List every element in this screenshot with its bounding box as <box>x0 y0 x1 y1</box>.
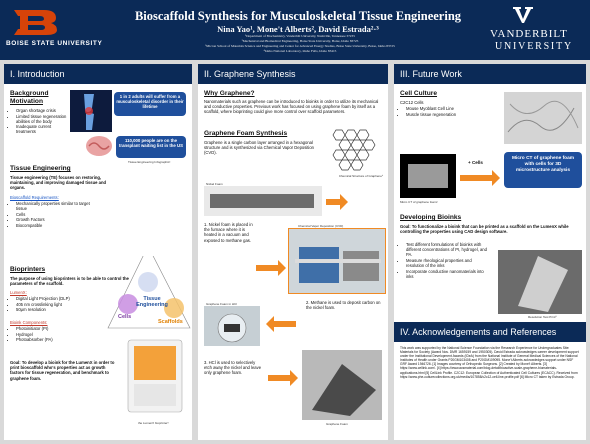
process-arrow-icon <box>326 194 348 210</box>
knee-xray-image <box>70 90 112 132</box>
process-arrow-icon <box>256 260 286 276</box>
step-1-text: 1. Nickel foam is placed in the furnace where it is heated in a vacuum and exposed to methane gas. <box>204 222 253 243</box>
graphene-in-hcl-image <box>204 306 260 346</box>
image-caption: Micro CT of graphene foam² <box>400 200 438 204</box>
cvd-furnace-image <box>289 229 385 293</box>
background-bullets: • Organ shortage crisis • Limited tissue regeneration abilities of the body • Inadequate current treatments <box>10 108 68 135</box>
developing-bioinks-title: Developing Bioinks <box>400 214 462 221</box>
vanderbilt-wordmark-sub: UNIVERSITY <box>495 41 573 52</box>
poster-title: Bioscaffold Synthesis for Musculoskeletal Tissue Engineering <box>134 9 462 23</box>
process-arrow-icon <box>268 370 298 386</box>
micro-ct-bubble: Micro CT of graphene foam with cells for 3D microstructure analysis <box>504 152 582 188</box>
affiliation-line: ³Micron School of Materials Science and Engineering and Center for Advanced Energy Studies, Boise State University, Boise, Idaho 83725 <box>205 44 395 48</box>
section-heading: III. Future Work <box>394 64 586 84</box>
diagram-scaffolds-label: Scaffolds <box>158 319 183 325</box>
bioprinters-goal: Goal: To develop a bioink for the LumenX in order to print bioscaffold who's properties act as growth factors for tissue regeneration, and benchmark to graphene foam. <box>10 360 115 381</box>
poster-header <box>0 0 590 60</box>
bioprinters-title: Bioprinters <box>10 266 46 273</box>
bioink-components-title: Bioink Components: <box>10 320 48 325</box>
stat-bubble-transplant: 110,000 people are on the transplant waiting list in the US <box>116 136 186 158</box>
affiliation-line: ¹Department of Biochemistry, Vanderbilt University, Nashville, Tennessee 37235 <box>245 34 355 38</box>
section-heading: II. Graphene Synthesis <box>198 64 388 84</box>
process-arrow-icon <box>460 170 500 186</box>
bioinks-goal: Goal: To functionalize a bioink that can be printed as a scaffold on the LumenX while controlling the properties using CAD design software. <box>400 224 569 235</box>
bioink-components-bullets: • Photoinitiator (PI) • Hydrogel • Photoabsorber (PA) <box>10 326 100 343</box>
step-2-text: 2. Methane is used to deposit carbon on the nickel foam. <box>306 300 381 311</box>
graphene-synthesis-column <box>198 64 388 440</box>
lumenx-bioprinter-image <box>122 336 188 420</box>
stat-bubble-musculoskeletal: 1 in 2 adults will suffer from a musculoskeletal disorder in their lifetime <box>114 92 186 116</box>
nickel-foam-label: Nickel Foam <box>206 182 223 186</box>
organ-illustration <box>84 134 114 158</box>
cells-label: + Cells <box>468 160 483 165</box>
lumenx-title: LumenX: <box>10 290 27 295</box>
background-motivation-title: Background Motivation <box>10 90 49 105</box>
why-graphene-text: Nanomaterials such as graphene can be introduced to bioinks in order to utilize its mechanical and conductive properties. Previous work has focused on using graphene foam by itself as a scaffold, where bioprinting could give more control over scaffold parameters. <box>204 99 379 115</box>
acknowledgements-text: This work was supported by the National Science Foundation via the Research Experience for Undergraduates Site: Materials for Society (Award Nos. DMR 1659159 and 1950305). David Estrada acknowledges career development support under the Institutional Development Awards (IDeA) from the National Institute of General Medical Sciences of the National Institutes of Health under Grants P20GM103408 and P20GM109095. Mone't Alberts acknowledges support under NSF GRF Award 1946726. [1] Images courtesy of Orthopedic Surgeons. [2] Created by Mone't Alberts. [3] https://www.cellink.com/. [4] https://www.acsmaterial.com/blog-detail/bioactive-scale-graphene-biomaterials-applications.html [5] CellLink Profile. C2C12: European Collection of Authenticated Cell Cultures (ECACC). Received from https://www.phe-culturecollections.org.uk/media/107858/c2c12-cell-line-profile.pdf [6] Micro CT taken by Estrada Group. <box>400 346 579 379</box>
graphene-foam-text: Graphene is a single carbon layer arranged in a hexagonal structure and is synthesized via Chemical Vapor Deposition (CVD). <box>204 140 315 156</box>
affiliation-line: ⁴Idaho National Laboratory, Idaho Falls, Idaho 83415 <box>263 49 337 53</box>
process-arrow-icon <box>266 316 296 332</box>
graphene-foam-synthesis-title: Graphene Foam Synthesis <box>204 130 288 137</box>
introduction-column <box>4 64 192 440</box>
section-heading: I. Introduction <box>4 64 192 84</box>
bioscaffold-req-bullets: • Mechanically properties similar to target tissue • Cells • Growth Factors • Biocompatible <box>10 201 98 228</box>
image-caption: the LumenX bioprinter³ <box>138 421 169 425</box>
graphene-hexagon-structure <box>328 126 380 174</box>
step-3-text: 3. HCl is used to selectively etch away the nickel and leave only graphene foam. <box>204 360 262 376</box>
resolution-test-print-image <box>498 250 582 314</box>
vanderbilt-v-logo-icon <box>512 6 534 24</box>
section-heading: IV. Acknowledgements and References <box>394 322 586 342</box>
tissue-engineering-text: Tissue engineering (TE) focuses on restoring, maintaining, and improving damaged tissue and organs. <box>10 175 107 191</box>
cell-culture-bullets: • Mouse Myoblast Cell Line • Muscle tissue regeneration <box>400 106 490 117</box>
affiliation-line: ²Mechanical and Biomedical Engineering, Boise State University, Boise, Idaho 83725 <box>241 39 359 43</box>
diagram-center-label: Tissue Engineering <box>136 296 168 308</box>
vanderbilt-wordmark: VANDERBILT <box>490 28 568 40</box>
lumenx-bullets: • Digital Light Projection (DLP) • 405 nm crosslinking light • 50μm resolution <box>10 296 100 313</box>
image-caption: Tissue Engineering Infographic² <box>128 160 171 164</box>
image-caption: Chemical Structure of Graphene⁴ <box>338 174 384 178</box>
poster-authors: Nina Yao¹, Mone't Alberts², David Estrada²·³ <box>217 24 379 34</box>
cvd-label: Chemical Vapor Deposition (CVD) <box>298 224 344 228</box>
image-caption: Resolution Test Print⁵ <box>528 315 557 319</box>
cell-culture-line: C2C12 Cells <box>400 100 424 105</box>
tissue-engineering-title: Tissue Engineering <box>10 165 71 172</box>
nickel-foam-image <box>204 186 322 216</box>
boise-state-wordmark: BOISE STATE UNIVERSITY <box>6 40 103 47</box>
foam-in-hcl-label: Graphene Foam in HCl <box>206 302 237 306</box>
graphene-foam-image <box>302 350 382 420</box>
diagram-cells-label: Cells <box>118 314 132 320</box>
boise-state-b-logo-icon <box>10 7 60 37</box>
why-graphene-title: Why Graphene? <box>204 90 255 97</box>
bioscaffold-req-title: Bioscaffold Requirements: <box>10 195 59 200</box>
bioinks-bullets: • Test different formulations of bioinks with different concentrations of PI, hydrogel, and PA. • Measure rheological properties and resolution of the inks • Incorporate conductive nanomaterials into inks <box>400 242 490 279</box>
cell-culture-title: Cell Culture <box>400 90 438 97</box>
graphene-foam-label: Graphene Foam <box>326 422 348 426</box>
micro-ct-graphene-image <box>400 154 456 198</box>
future-work-column <box>394 64 586 440</box>
bioprinters-text: The purpose of using bioprinters is to be able to control the parameters of the scaffold. <box>10 276 129 287</box>
c2c12-cell-image <box>504 92 582 144</box>
